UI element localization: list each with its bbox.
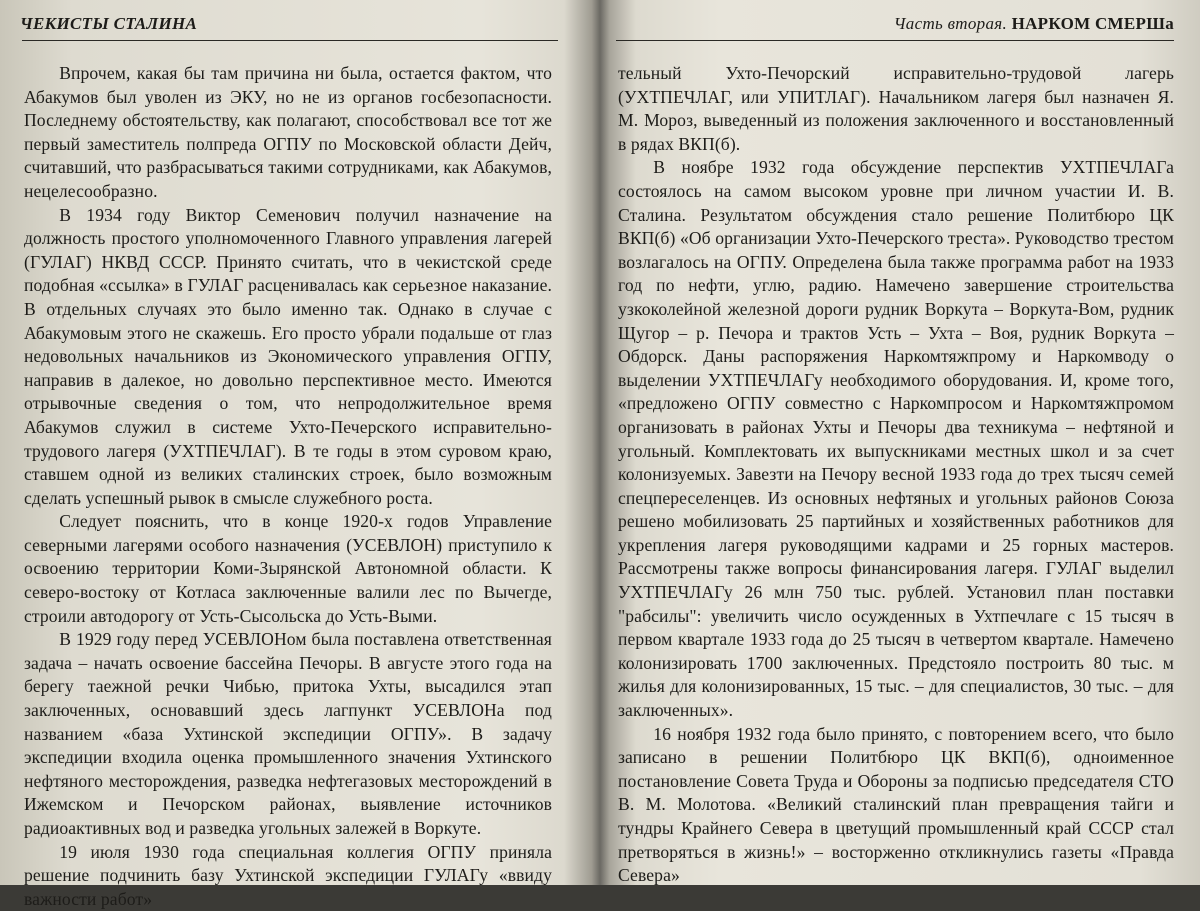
paragraph: тельный Ухто-Печорский исправительно-трудовой лагерь (УХТПЕЧЛАГ, или УПИТЛАГ). Начальником лагеря был назначен Я. М. Мороз, выведенный из положения заключенного и восстановленный в рядах ВКП(б).	[618, 63, 1174, 154]
left-body-text	[24, 62, 552, 911]
left-page	[0, 0, 588, 909]
right-header-rule	[616, 40, 1174, 41]
paragraph: 16 ноября 1932 года было принято, с повторением всего, что было записано в решении Политбюро ЦК ВКП(б), одноименное постановление Совета Труда и Обороны за подписью председателя СТО В. М. Молотова. «Великий сталинский план превращения тайги и тундры Крайнего Севера в цветущий промышленный край СССР стал претворяться в жизнь!» – восторженно откликнулись газеты «Правда Севера»	[618, 723, 1174, 886]
right-running-head	[894, 14, 1174, 34]
left-running-head: ЧЕКИСТЫ СТАЛИНА	[20, 14, 198, 33]
right-page	[596, 0, 1200, 885]
paragraph: В 1934 году Виктор Семенович получил назначение на должность простого уполномоченного Главного управления лагерей (ГУЛАГ) НКВД СССР. Принято считать, что в чекистской среде подобная «ссылка» в ГУЛАГ расценивалась как серьезное наказание. В отдельных случаях это было именно так. Однако в случае с Абакумовым этого не скажешь. Его просто убрали подальше от глаз недовольных начальников из Экономического управления ОГПУ, направив в далекое, но довольно перспективное место. Имеются отрывочные сведения о том, что непродолжительное время Абакумов служил в системе Ухто-Печерского исправительно-трудового лагеря (УХТПЕЧЛАГ). В те годы в этом суровом краю, ставшем одной из великих сталинских строек, было возможным сделать успешный рывок в смысле служебного роста.	[24, 204, 552, 508]
paragraph: Впрочем, какая бы там причина ни была, остается фактом, что Абакумов был уволен из ЭКУ, но не из органов госбезопасности. Последнему обстоятельству, как полагают, способствовал все тот же первый заместитель полпреда ОГПУ по Московской области Дейч, считавший, что разбрасываться такими сотрудниками, как Абакумов, нецелесообразно.	[24, 63, 552, 201]
paragraph: 19 июля 1930 года специальная коллегия ОГПУ приняла решение подчинить базу Ухтинской экспедиции ГУЛАГу «ввиду важности работ»	[24, 841, 552, 909]
left-header-rule	[22, 40, 558, 41]
paragraph: В 1929 году перед УСЕВЛОНом была поставлена ответственная задача – начать освоение бассейна Печоры. В августе этого года на берегу таежной речки Чибью, притока Ухты, высадился этап заключенных, основавший здесь лагпункт УСЕВЛОНа под названием «база Ухтинской экспедиции ОГПУ». В задачу экспедиции входила оценка промышленного значения Ухтинского нефтяного месторождения, разведка нефтегазовых месторождений в Ижемском и Печорском районах, выявление источников радиоактивных вод и разведка угольных залежей в Воркуте.	[24, 629, 552, 838]
paragraph: Следует пояснить, что в конце 1920-х годов Управление северными лагерями особого назначения (УСЕВЛОН) приступило к освоению территории Коми-Зырянской Автономной области. К северо-востоку от Котласа заключенные валили лес по Вычегде, строили автодорогу от Усть-Сысольска до Усть-Выми.	[24, 511, 552, 626]
paragraph: В ноябре 1932 года обсуждение перспектив УХТПЕЧЛАГа состоялось на самом высоком уровне при личном участии И. В. Сталина. Результатом обсуждения стало решение Политбюро ЦК ВКП(б) «Об организации Ухто-Печерского треста». Руководство трестом возлагалось на ОГПУ. Определена была также программа работ на 1933 год по нефти, углю, радию. Намечено завершение строительства узкоколейной железной дороги рудник Воркута – Воркута-Вом, рудник Щугор – р. Печора и трактов Усть – Ухта – Воя, рудник Воркута – Обдорск. Даны распоряжения Наркомтяжпрому и Наркомводу о выделении УХТПЕЧЛАГу необходимого оборудования. И, кроме того, «предложено ОГПУ совместно с Наркомпросом и Наркомтяжпромом организовать в районах Ухты и Печоры два техникума – нефтяной и угольный. Комплектовать их выпускниками местных школ и за счет колонизуемых. Завезти на Печору весной 1933 года до трех тысяч семей спецпереселенцев. Из основных нефтяных и угольных районов Союза решено мобилизовать 25 партийных и хозяйственных работников для укрепления лагеря руководящими кадрами и 25 горных мастеров. Рассмотрены также вопросы финансирования лагеря. ГУЛАГ выделил УХТПЕЧЛАГу 26 млн 750 тыс. рублей. Установил план поставки "рабсилы": увеличить число осужденных в Ухтпечлаге с 15 тысяч в первом квартале 1933 года до 25 тысяч в четвертом квартале. Намечено колонизировать 1700 заключенных. Предстояло построить 80 тыс. м жилья для колонизированных, 15 тыс. – для специалистов, 30 тыс. – для заключенных».	[618, 157, 1174, 721]
running-head-chapter: Часть вторая.	[893, 14, 1008, 33]
right-body-text	[618, 62, 1174, 888]
running-head-title: НАРКОМ СМЕРШа	[1011, 14, 1174, 33]
